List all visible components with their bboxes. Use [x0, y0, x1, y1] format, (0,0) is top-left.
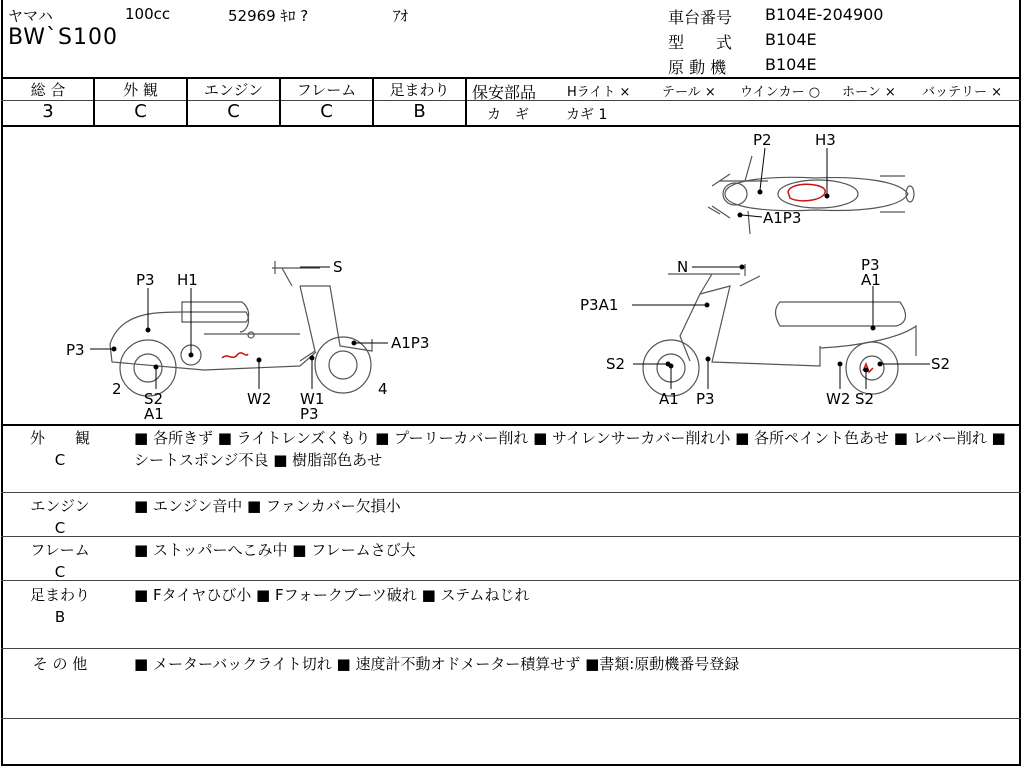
label-s2-bottom: S2	[855, 390, 875, 408]
divider	[465, 78, 467, 125]
frame-no: B104E-204900	[765, 5, 884, 24]
grade-label-suspension: 足まわり	[389, 81, 450, 99]
divider	[1, 648, 1021, 649]
label-p3-right: P3	[861, 256, 880, 274]
label-w2-left: W2	[247, 390, 272, 408]
maker: ヤマハ	[8, 7, 53, 25]
label-h3: H3	[815, 131, 836, 149]
divider	[1, 718, 1021, 719]
grade-value-exterior: C	[134, 101, 147, 122]
section-engine-text: ■ エンジン音中 ■ ファンカバー欠損小	[134, 497, 401, 515]
model-name: BW`S100	[8, 25, 119, 50]
section-suspension-label: 足まわり B	[29, 586, 90, 626]
safety-label: 保安部品	[472, 83, 537, 102]
frame-no-label: 車台番号	[668, 8, 733, 27]
label-s2-left: S2	[144, 390, 164, 408]
label-s: S	[333, 258, 343, 276]
label-s2-front: S2	[606, 355, 626, 373]
label-h1: H1	[177, 271, 198, 289]
label-p3-rear: P3	[66, 341, 85, 359]
label-a1-front: A1	[659, 390, 679, 408]
key-value: カギ 1	[566, 107, 608, 123]
label-p3-seat: P3	[136, 271, 155, 289]
label-a1p3-top: A1P3	[763, 209, 802, 227]
safety-horn: ホーン ×	[842, 85, 896, 100]
grade-value-suspension: B	[413, 101, 426, 122]
safety-taillight: テール ×	[662, 85, 716, 100]
safety-headlight: Hライト ×	[567, 85, 631, 100]
safety-battery: バッテリー ×	[922, 85, 1003, 100]
key-label: カ ギ	[487, 107, 529, 123]
label-4: 4	[378, 380, 388, 398]
label-p2: P2	[753, 131, 772, 149]
damage-diagram	[0, 126, 1024, 424]
label-p3-front: P3	[696, 390, 715, 408]
grade-label-frame: フレーム	[296, 81, 357, 99]
safety-winker: ウインカー ○	[740, 85, 821, 100]
label-a1p3-left: A1P3	[391, 334, 430, 352]
color: ｱｵ	[393, 7, 409, 25]
mileage: 52969 ｷﾛ ?	[228, 7, 309, 25]
top-view-scooter	[708, 156, 914, 234]
label-a1-left: A1	[144, 405, 164, 423]
label-p3-floor: P3	[300, 405, 319, 423]
section-suspension-text: ■ Fタイヤひび小 ■ Fフォークブーツ破れ ■ ステムねじれ	[134, 586, 530, 604]
divider	[466, 100, 1021, 101]
engine-label: 原 動 機	[668, 58, 727, 77]
divider	[1, 580, 1021, 581]
section-frame-text: ■ ストッパーへこみ中 ■ フレームさび大	[134, 541, 416, 559]
grade-value-frame: C	[320, 101, 333, 122]
label-s2-rear: S2	[931, 355, 951, 373]
engine-value: B104E	[765, 55, 817, 74]
grade-label-exterior: 外 観	[123, 81, 158, 99]
grade-value-engine: C	[227, 101, 240, 122]
divider	[1, 536, 1021, 537]
divider	[1, 492, 1021, 493]
divider	[1, 424, 1021, 426]
grade-label-overall: 総 合	[30, 81, 66, 99]
section-exterior-label: 外 観 C	[29, 429, 90, 469]
grade-label-engine: エンジン	[203, 81, 264, 99]
label-a1-right: A1	[861, 271, 881, 289]
section-other-text: ■ メーターバックライト切れ ■ 速度計不動オドメーター積算せず ■書類:原動機番号登録	[134, 655, 740, 673]
label-w1: W1	[300, 390, 325, 408]
label-p3a1: P3A1	[580, 296, 619, 314]
grade-value-overall: 3	[42, 101, 54, 122]
section-exterior-text: ■ 各所きず ■ ライトレンズくもり ■ プーリーカバー削れ ■ サイレンサーカバー削れ小 ■ 各所ペイント色あせ ■ レバー削れ ■ シートスポンジ不良 ■ 樹脂部色あせ	[134, 429, 1006, 469]
label-2: 2	[112, 380, 122, 398]
type-value: B104E	[765, 30, 817, 49]
section-engine-label: エンジン C	[30, 497, 90, 537]
label-w2-right: W2	[826, 390, 851, 408]
displacement: 100cc	[125, 5, 171, 23]
section-frame-label: フレーム C	[30, 541, 90, 581]
section-other-label: そ の 他	[32, 655, 88, 673]
label-n: N	[677, 258, 689, 276]
type-label: 型 式	[668, 33, 733, 52]
